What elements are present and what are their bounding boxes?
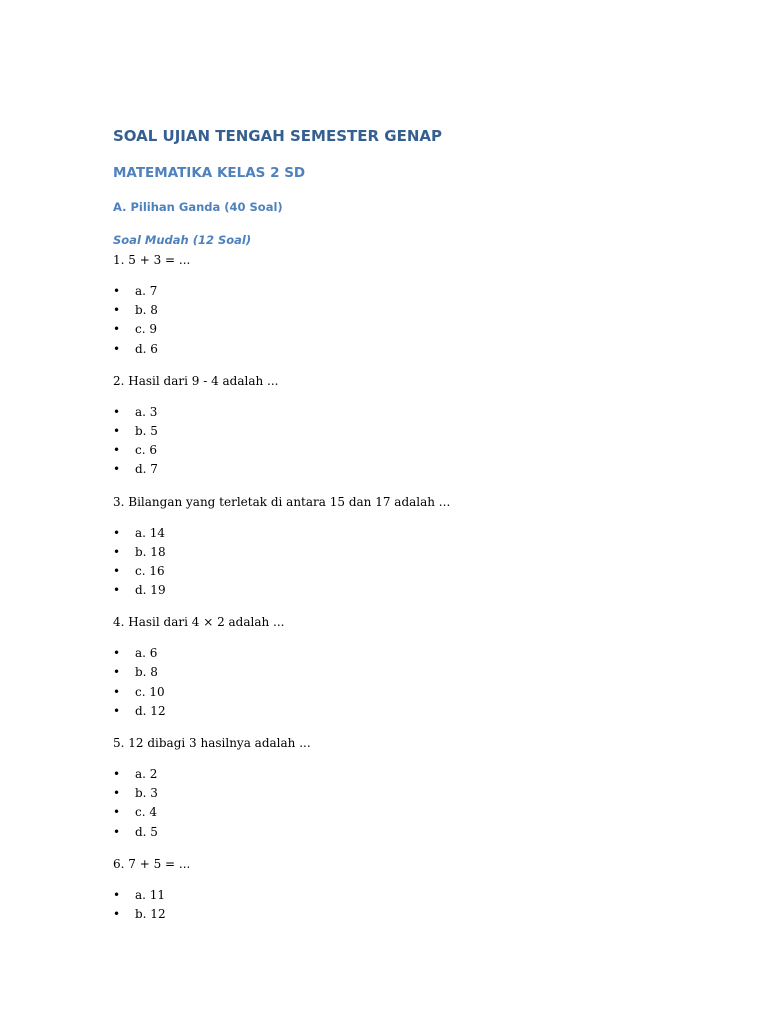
question-text: 1. 5 + 3 = ...	[113, 253, 191, 267]
option-label: b. 18	[135, 544, 166, 559]
option-list	[113, 524, 673, 601]
bullet-icon: •	[113, 544, 121, 559]
bullet-icon: •	[113, 767, 121, 781]
question-block	[113, 733, 673, 842]
option-item	[113, 301, 673, 320]
option-item	[113, 886, 673, 905]
option-label: b. 5	[135, 423, 158, 438]
option-item	[113, 460, 673, 479]
question-list	[113, 250, 673, 924]
bullet-icon: •	[113, 786, 121, 801]
bullet-icon: •	[113, 404, 121, 419]
option-label: d. 7	[135, 462, 158, 477]
bullet-icon: •	[113, 906, 121, 921]
option-label: c. 6	[135, 443, 157, 458]
bullet-icon: •	[113, 646, 121, 661]
option-item	[113, 524, 673, 543]
bullet-icon: •	[113, 303, 121, 318]
option-label: b. 8	[135, 665, 158, 680]
subsection-heading: Soal Mudah (12 Soal)	[113, 233, 252, 247]
question-text: 6. 7 + 5 = ...	[113, 856, 191, 871]
option-item	[113, 543, 673, 562]
option-list	[113, 644, 673, 721]
option-item	[113, 683, 673, 702]
bullet-icon: •	[113, 284, 121, 298]
option-label: c. 10	[135, 684, 165, 699]
option-item	[113, 340, 673, 359]
option-label: d. 6	[135, 341, 158, 356]
option-item	[113, 441, 673, 460]
option-item	[113, 823, 673, 842]
option-item	[113, 644, 673, 663]
option-label: b. 3	[135, 786, 158, 801]
option-label: b. 8	[135, 303, 158, 318]
bullet-icon: •	[113, 462, 121, 477]
option-item	[113, 282, 673, 301]
option-item	[113, 784, 673, 803]
bullet-icon: •	[113, 583, 121, 598]
option-label: d. 19	[135, 583, 166, 598]
option-label: d. 12	[135, 703, 166, 718]
bullet-icon: •	[113, 665, 121, 680]
document-subtitle: MATEMATIKA KELAS 2 SD	[113, 165, 306, 181]
bullet-icon: •	[113, 805, 121, 820]
option-item	[113, 562, 673, 581]
option-item	[113, 663, 673, 682]
option-list	[113, 886, 673, 924]
bullet-icon: •	[113, 703, 121, 718]
option-list	[113, 282, 673, 359]
bullet-icon: •	[113, 322, 121, 337]
option-item	[113, 581, 673, 600]
option-list	[113, 403, 673, 480]
option-item	[113, 320, 673, 339]
option-label: a. 3	[135, 404, 158, 419]
bullet-icon: •	[113, 525, 121, 540]
question-block	[113, 492, 673, 601]
option-item	[113, 765, 673, 784]
option-list	[113, 765, 673, 842]
option-item	[113, 403, 673, 422]
section-heading: A. Pilihan Ganda (40 Soal)	[113, 200, 283, 214]
option-label: a. 7	[135, 284, 158, 298]
option-label: a. 11	[135, 887, 166, 902]
document-title: SOAL UJIAN TENGAH SEMESTER GENAP	[113, 127, 442, 145]
question-block	[113, 371, 673, 480]
option-item	[113, 422, 673, 441]
option-label: c. 9	[135, 322, 157, 337]
option-label: a. 2	[135, 767, 158, 781]
bullet-icon: •	[113, 443, 121, 458]
option-item	[113, 702, 673, 721]
option-label: d. 5	[135, 824, 158, 839]
question-text: 3. Bilangan yang terletak di antara 15 dan 17 adalah ...	[113, 494, 451, 509]
bullet-icon: •	[113, 887, 121, 902]
document-page	[113, 124, 673, 936]
question-block	[113, 854, 673, 924]
option-item	[113, 803, 673, 822]
bullet-icon: •	[113, 341, 121, 356]
bullet-icon: •	[113, 563, 121, 578]
option-label: c. 4	[135, 805, 157, 820]
bullet-icon: •	[113, 684, 121, 699]
question-text: 5. 12 dibagi 3 hasilnya adalah ...	[113, 736, 311, 750]
question-text: 4. Hasil dari 4 × 2 adalah ...	[113, 615, 285, 630]
option-label: c. 16	[135, 563, 165, 578]
question-block	[113, 250, 673, 359]
option-item	[113, 905, 673, 924]
bullet-icon: •	[113, 423, 121, 438]
question-text: 2. Hasil dari 9 - 4 adalah ...	[113, 373, 279, 388]
bullet-icon: •	[113, 824, 121, 839]
question-block	[113, 612, 673, 721]
option-label: b. 12	[135, 906, 166, 921]
option-label: a. 14	[135, 525, 166, 540]
option-label: a. 6	[135, 646, 158, 661]
